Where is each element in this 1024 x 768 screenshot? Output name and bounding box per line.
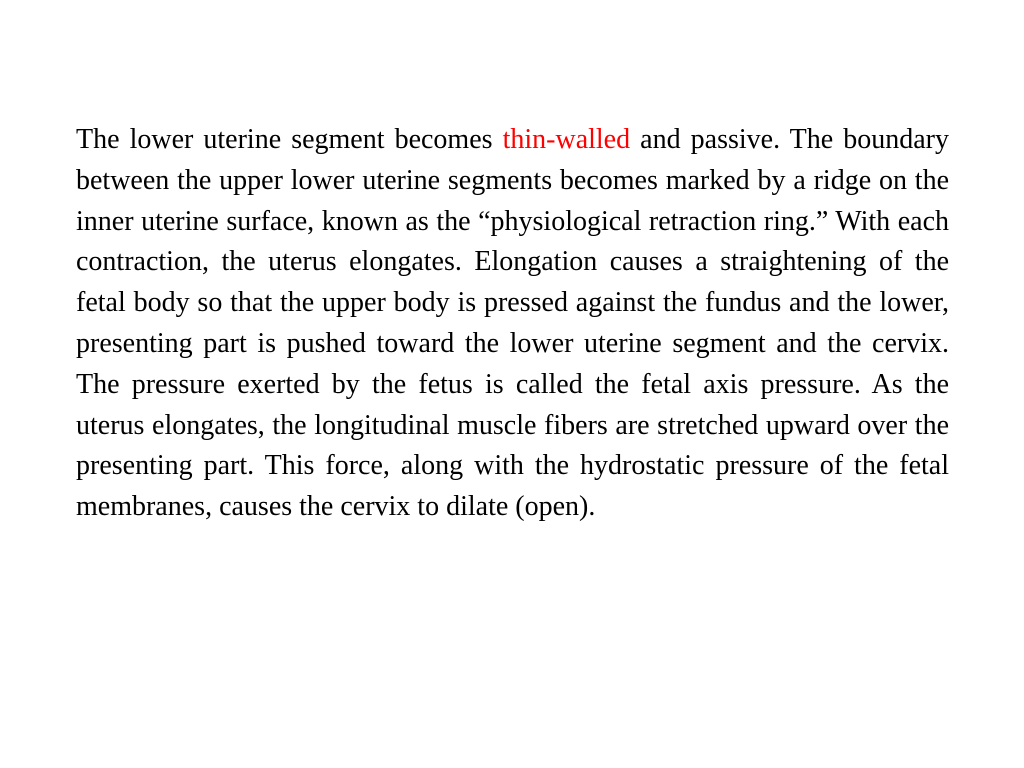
paragraph-text-start: The lower uterine segment becomes [76,124,503,155]
body-paragraph [76,120,949,528]
highlighted-term: thin-walled [502,124,631,155]
paragraph-text-rest: and passive. The boundary between the upper lower uterine segments becomes marked by a ridge on the inner uterine surface, known as the “physiological retraction ring.” With each contraction, the uterus elongates. Elongation causes a straightening of the fetal body so that the upper body is pressed against the fundus and the lower, presenting part is pushed toward the lower uterine segment and the cervix. The pressure exerted by the fetus is called the fetal axis pressure. As the uterus elongates, the longitudinal muscle fibers are stretched upward over the presenting part. This force, along with the hydrostatic pressure of the fetal membranes, causes the cervix to dilate (open). [76,124,949,523]
